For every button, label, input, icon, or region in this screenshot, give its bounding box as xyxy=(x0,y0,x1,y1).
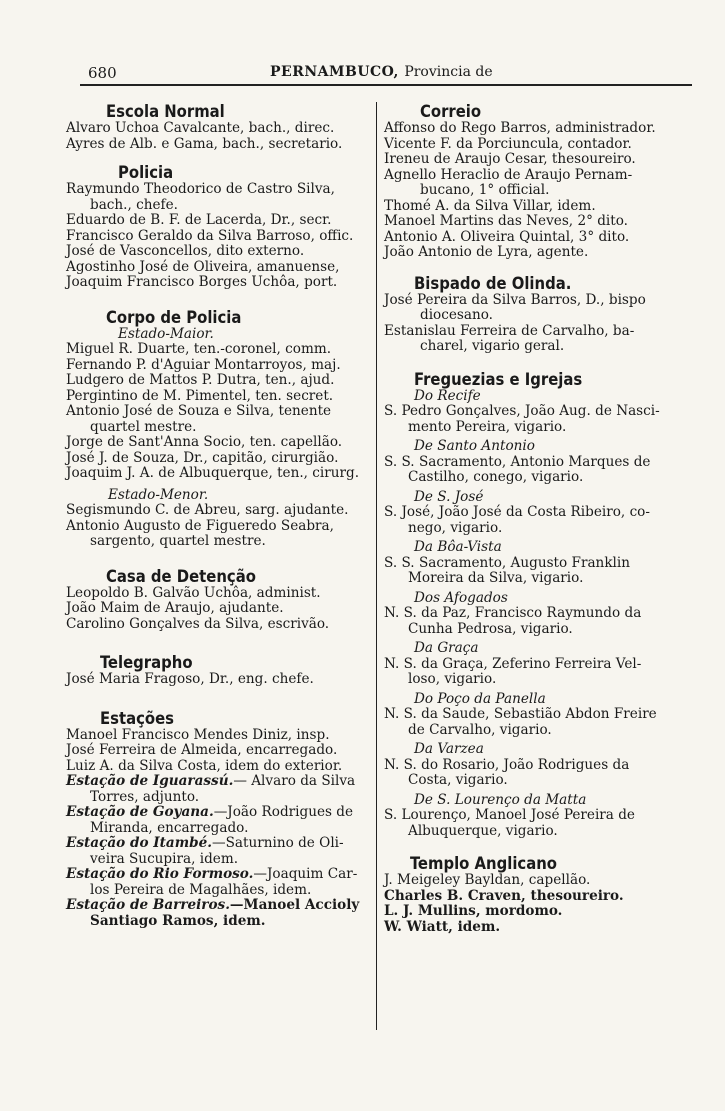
list-item: José Maria Fragoso, Dr., eng. chefe. xyxy=(66,671,314,687)
list-item: N. S. da Saude, Sebastião Abdon Freire xyxy=(384,706,657,722)
parish-subtitle: Do Recife xyxy=(414,387,481,404)
list-item: charel, vigario geral. xyxy=(420,338,565,354)
list-item: nego, vigario. xyxy=(408,519,503,536)
list-item: los Pereira de Magalhães, idem. xyxy=(90,881,312,898)
list-item: José Ferreira de Almeida, encarregado. xyxy=(66,742,338,758)
section-correio xyxy=(384,103,690,261)
list-item: Joaquim J. A. de Albuquerque, ten., cirurg. xyxy=(66,465,360,481)
list-item: de Carvalho, vigario. xyxy=(408,721,552,738)
list-item: Manoel Martins das Neves, 2° dito. xyxy=(384,213,628,229)
station-entry xyxy=(66,836,372,852)
left-column xyxy=(66,103,372,929)
section-subtitle: Estado-Menor. xyxy=(108,486,209,503)
list-item: Pergintino de M. Pimentel, ten. secret. xyxy=(66,387,334,404)
section-bispado xyxy=(384,275,690,355)
page-title xyxy=(270,64,493,80)
station-label: Estação do Rio Formoso. xyxy=(66,866,254,882)
parish-subtitle: De S. José xyxy=(414,488,484,505)
list-item: S. S. Sacramento, Augusto Franklin xyxy=(384,554,631,571)
list-item: Eduardo de B. F. de Lacerda, Dr., secr. xyxy=(66,212,332,228)
list-item: Antonio Augusto de Figueredo Seabra, xyxy=(66,517,334,534)
station-label: Estação de Barreiros. xyxy=(66,897,230,913)
list-item: Ludgero de Mattos P. Dutra, ten., ajud. xyxy=(66,372,335,388)
list-item: Castilho, conego, vigario. xyxy=(408,469,584,485)
list-item: Leopoldo B. Galvão Uchôa, administ. xyxy=(66,584,321,601)
list-item: loso, vigario. xyxy=(408,671,497,687)
list-item: Ayres de Alb. e Gama, bach., secretario. xyxy=(66,135,343,152)
parish-subtitle: Do Poço da Panella xyxy=(414,690,546,707)
list-item: veira Sucupira, idem. xyxy=(90,850,239,867)
list-item: Torres, adjunto. xyxy=(90,788,200,805)
list-item: Moreira da Silva, vigario. xyxy=(408,570,584,586)
section-title: Correio xyxy=(420,102,482,121)
page-number: 680 xyxy=(88,64,117,82)
list-item: José de Vasconcellos, dito externo. xyxy=(66,243,305,259)
list-item: Joaquim Francisco Borges Uchôa, port. xyxy=(66,274,338,290)
list-item: quartel mestre. xyxy=(90,418,197,435)
parish-subtitle: Da Graça xyxy=(414,640,479,656)
list-item: José Pereira da Silva Barros, D., bispo xyxy=(384,291,646,308)
list-item: Carolino Gonçalves da Silva, escrivão. xyxy=(66,615,330,632)
list-item: N. S. da Graça, Zeferino Ferreira Vel- xyxy=(384,655,642,672)
list-item: Agnello Heraclio de Araujo Pernam- xyxy=(384,166,633,183)
station-text: — Alvaro da Silva xyxy=(233,773,356,789)
station-entry xyxy=(66,774,372,790)
section-title: Freguezias e Igrejas xyxy=(414,369,583,389)
list-item: mento Pereira, vigario. xyxy=(408,418,567,435)
station-text: —Manoel Accioly xyxy=(229,897,360,913)
station-entry xyxy=(66,867,372,883)
parish-subtitle: Dos Afogados xyxy=(414,589,508,606)
list-item: Antonio A. Oliveira Quintal, 3° dito. xyxy=(384,228,630,245)
section-title: Escola Normal xyxy=(106,102,225,121)
list-item: Cunha Pedrosa, vigario. xyxy=(408,620,573,637)
list-item: Segismundo C. de Abreu, sarg. ajudante. xyxy=(66,502,349,518)
list-item: Charles B. Craven, thesoureiro. xyxy=(384,887,624,904)
list-item: sargento, quartel mestre. xyxy=(90,533,266,549)
section-subtitle: Estado-Maior. xyxy=(118,325,214,342)
list-item: L. J. Mullins, mordomo. xyxy=(384,903,563,919)
column-divider xyxy=(376,102,377,1030)
station-text: —João Rodrigues de xyxy=(213,804,354,820)
list-item: Fernando P. d'Aguiar Montarroyos, maj. xyxy=(66,356,341,373)
list-item: S. Pedro Gonçalves, João Aug. de Nasci- xyxy=(384,403,660,419)
right-column xyxy=(384,103,690,935)
section-policia xyxy=(66,164,372,291)
section-estacoes xyxy=(66,710,372,930)
list-item: Antonio José de Souza e Silva, tenente xyxy=(66,403,332,419)
list-item: bach., chefe. xyxy=(90,196,178,213)
list-item: S. José, João José da Costa Ribeiro, co- xyxy=(384,504,650,520)
page-title-sub: Provincia de xyxy=(404,64,493,80)
header-rule xyxy=(80,84,692,86)
list-item: N. S. do Rosario, João Rodrigues da xyxy=(384,756,630,773)
list-item: Affonso do Rego Barros, administrador. xyxy=(384,120,656,136)
page-title-main: PERNAMBUCO, xyxy=(270,64,399,80)
list-item: José J. de Souza, Dr., capitão, cirurgião. xyxy=(66,449,339,466)
list-item: João Antonio de Lyra, agente. xyxy=(384,244,589,260)
list-item: Estanislau Ferreira de Carvalho, ba- xyxy=(384,322,635,339)
list-item: Jorge de Sant'Anna Socio, ten. capellão. xyxy=(66,434,343,450)
section-corpo-policia xyxy=(66,309,372,550)
list-item: Albuquerque, vigario. xyxy=(408,822,558,839)
list-item: J. Meigeley Bayldan, capellão. xyxy=(384,872,591,888)
list-item: Manoel Francisco Mendes Diniz, insp. xyxy=(66,726,330,743)
station-text: —Joaquim Car- xyxy=(253,866,358,882)
section-title: Corpo de Policia xyxy=(106,307,242,327)
list-item: Miguel R. Duarte, ten.-coronel, comm. xyxy=(66,341,332,357)
parish-subtitle: Da Bôa-Vista xyxy=(414,539,502,555)
list-item: bucano, 1° official. xyxy=(420,182,550,198)
list-item: Raymundo Theodorico de Castro Silva, xyxy=(66,181,335,197)
list-item: N. S. da Paz, Francisco Raymundo da xyxy=(384,605,642,621)
list-item: Ireneu de Araujo Cesar, thesoureiro. xyxy=(384,151,636,167)
list-item: Alvaro Uchoa Cavalcante, bach., direc. xyxy=(66,120,335,136)
list-item: Santiago Ramos, idem. xyxy=(90,912,266,929)
section-freguezias xyxy=(384,371,690,840)
section-title: Templo Anglicano xyxy=(410,854,557,873)
station-label: Estação de Goyana. xyxy=(66,804,214,820)
station-label: Estação do Itambé. xyxy=(66,835,213,851)
section-templo xyxy=(384,855,690,935)
section-title: Estações xyxy=(100,708,175,728)
parish-subtitle: De S. Lourenço da Matta xyxy=(414,791,587,808)
list-item: W. Wiatt, idem. xyxy=(384,918,501,935)
list-item: Vicente F. da Porciuncula, contador. xyxy=(384,135,632,152)
list-item: S. S. Sacramento, Antonio Marques de xyxy=(384,453,651,470)
section-escola-normal xyxy=(66,103,372,152)
section-title: Policia xyxy=(118,163,174,182)
section-telegrapho xyxy=(66,654,372,688)
list-item: Thomé A. da Silva Villar, idem. xyxy=(384,197,596,214)
list-item: Agostinho José de Oliveira, amanuense, xyxy=(66,258,340,275)
parish-subtitle: Da Varzea xyxy=(414,741,484,757)
station-label: Estação de Iguarassú. xyxy=(66,773,234,789)
list-item: diocesano. xyxy=(420,307,493,323)
section-title: Casa de Detenção xyxy=(106,566,256,586)
list-item: Miranda, encarregado. xyxy=(90,819,249,836)
parish-subtitle: De Santo Antonio xyxy=(414,438,535,454)
section-casa-detencao xyxy=(66,568,372,633)
list-item: João Maim de Araujo, ajudante. xyxy=(66,600,284,616)
list-item: S. Lourenço, Manoel José Pereira de xyxy=(384,807,635,823)
list-item: Costa, vigario. xyxy=(408,772,508,788)
list-item: Francisco Geraldo da Silva Barroso, offic. xyxy=(66,227,354,244)
section-title: Telegrapho xyxy=(100,653,193,672)
page-header xyxy=(80,62,692,84)
station-text: —Saturnino de Oli- xyxy=(212,835,344,851)
list-item: Luiz A. da Silva Costa, idem do exterior. xyxy=(66,757,343,774)
station-entry xyxy=(66,805,372,821)
station-entry xyxy=(66,898,372,914)
section-title: Bispado de Olinda. xyxy=(414,273,572,293)
